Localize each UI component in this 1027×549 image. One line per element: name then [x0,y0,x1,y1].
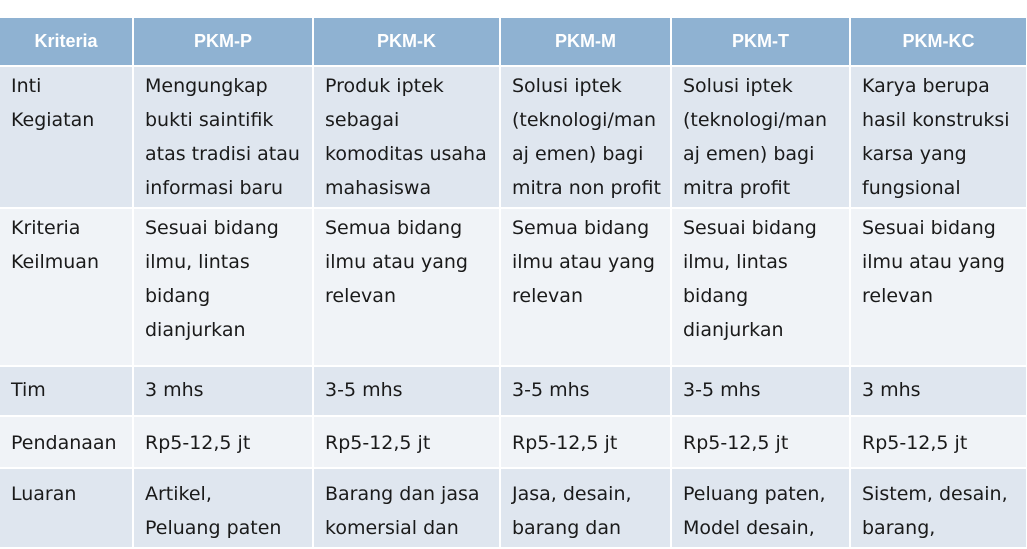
cell-line: relevan [325,285,396,307]
row-label-line: Kriteria [11,217,81,239]
cell-line: fungsional [862,177,961,199]
cell-line: aj emen) bagi [683,143,815,165]
table-cell [313,208,500,366]
row-label [0,366,133,416]
table-row-tim [0,366,1027,416]
cell-line: Sesuai bidang [862,217,996,239]
header-pkm-k: PKM-K [313,18,500,66]
table-cell [850,66,1027,208]
cell-line: Rp5-12,5 jt [325,432,431,454]
cell-line: Solusi iptek [683,75,793,97]
cell-line: Peluang paten, [683,483,826,505]
row-label [0,416,133,468]
table-cell [671,208,850,366]
table-cell [850,208,1027,366]
cell-line: Karya berupa [862,75,990,97]
row-label [0,208,133,366]
cell-line: ilmu atau yang [325,251,468,273]
table-cell [133,366,313,416]
row-label-line: Inti [11,75,42,97]
cell-line: (teknologi/man [683,109,828,131]
cell-line: Rp5-12,5 jt [862,432,968,454]
table-cell [313,468,500,548]
table-cell [313,366,500,416]
cell-line: karsa yang [862,143,967,165]
cell-line: Sistem, desain, [862,483,1008,505]
cell-line: mitra profit [683,177,791,199]
cell-line: Artikel, [145,483,212,505]
cell-line: barang, [862,517,936,539]
cell-line: Rp5-12,5 jt [512,432,618,454]
cell-line: atas tradisi atau [145,143,300,165]
table-cell [671,66,850,208]
cell-line: ilmu, lintas [683,251,788,273]
cell-line: relevan [862,285,933,307]
cell-line: hasil konstruksi [862,109,1010,131]
cell-line: Barang dan jasa [325,483,480,505]
cell-line: Produk iptek [325,75,444,97]
cell-line: dianjurkan [145,319,246,341]
cell-line: komersial dan [325,517,459,539]
cell-line: Semua bidang [325,217,463,239]
pkm-criteria-table-container [0,18,1027,549]
cell-line: 3 mhs [145,379,204,401]
header-kriteria: Kriteria [0,18,133,66]
cell-line: mitra non profit [512,177,661,199]
cell-line: 3 mhs [862,379,921,401]
table-cell [313,416,500,468]
table-cell [500,366,671,416]
header-pkm-p: PKM-P [133,18,313,66]
cell-line: relevan [512,285,583,307]
table-cell [500,468,671,548]
table-cell [500,208,671,366]
table-row-kriteria-keilmuan [0,208,1027,366]
cell-line: Rp5-12,5 jt [683,432,789,454]
cell-line: informasi baru [145,177,284,199]
table-row-pendanaan [0,416,1027,468]
cell-line: Solusi iptek [512,75,622,97]
cell-line: Jasa, desain, [512,483,632,505]
table-cell [850,416,1027,468]
table-cell [671,468,850,548]
cell-line: komoditas usaha [325,143,487,165]
cell-line: bidang [683,285,749,307]
cell-line: Peluang paten [145,517,282,539]
table-cell [133,416,313,468]
row-label [0,66,133,208]
table-cell [500,416,671,468]
row-label-line: Pendanaan [11,432,117,454]
header-pkm-t: PKM-T [671,18,850,66]
header-pkm-kc: PKM-KC [850,18,1027,66]
table-cell [671,366,850,416]
cell-line: bukti saintifik [145,109,274,131]
header-row [0,18,1027,66]
table-cell [671,416,850,468]
cell-line: ilmu atau yang [862,251,1005,273]
cell-line: 3-5 mhs [512,379,590,401]
cell-line: 3-5 mhs [325,379,403,401]
table-row-inti-kegiatan [0,66,1027,208]
table-row-luaran [0,468,1027,548]
table-cell [133,208,313,366]
cell-line: sebagai [325,109,400,131]
row-label-line: Keilmuan [11,251,99,273]
table-cell [313,66,500,208]
pkm-criteria-table [0,18,1027,549]
cell-line: dianjurkan [683,319,784,341]
cell-line: (teknologi/man [512,109,657,131]
row-label-line: Kegiatan [11,109,95,131]
cell-line: Rp5-12,5 jt [145,432,251,454]
row-label [0,468,133,548]
cell-line: 3-5 mhs [683,379,761,401]
cell-line: Semua bidang [512,217,650,239]
header-pkm-m: PKM-M [500,18,671,66]
cell-line: Sesuai bidang [683,217,817,239]
row-label-line: Tim [11,379,46,401]
table-cell [850,468,1027,548]
cell-line: mahasiswa [325,177,432,199]
table-cell [133,468,313,548]
cell-line: Mengungkap [145,75,268,97]
cell-line: aj emen) bagi [512,143,644,165]
table-cell [133,66,313,208]
cell-line: ilmu atau yang [512,251,655,273]
cell-line: ilmu, lintas [145,251,250,273]
row-label-line: Luaran [11,483,77,505]
cell-line: Model desain, [683,517,815,539]
table-cell [500,66,671,208]
cell-line: barang dan [512,517,622,539]
table-cell [850,366,1027,416]
cell-line: bidang [145,285,211,307]
cell-line: Sesuai bidang [145,217,279,239]
